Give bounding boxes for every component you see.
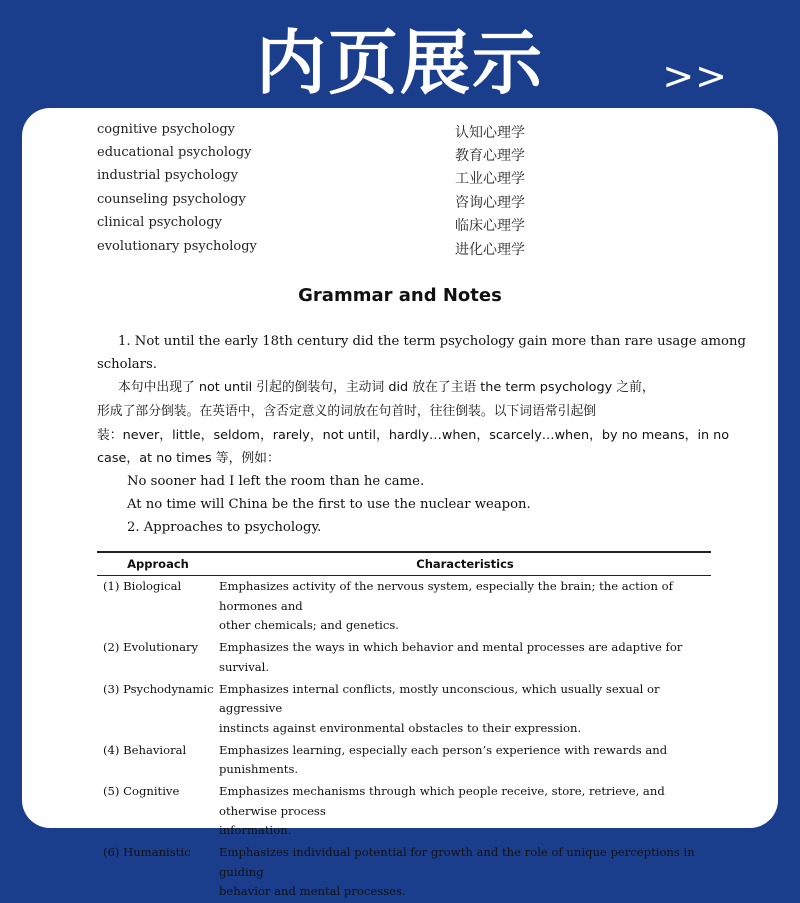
vocab-chinese: 咨询心理学 — [455, 195, 525, 211]
vocab-row — [97, 122, 577, 145]
vocab-english: educational psychology — [97, 145, 252, 160]
vocab-row — [97, 215, 577, 238]
vocab-english: evolutionary psychology — [97, 239, 257, 254]
vocab-english: counseling psychology — [97, 192, 246, 207]
approach-characteristics — [219, 679, 711, 740]
note-1-text: 1. Not until the early 18th century did the term psychology gain more than rare usage among — [118, 334, 746, 349]
table-row — [97, 781, 711, 842]
example-sentence: At no time will China be the first to use the nuclear weapon. — [127, 497, 531, 512]
column-header-characteristics: Characteristics — [219, 552, 711, 576]
vocab-chinese: 临床心理学 — [455, 218, 525, 234]
characteristics-line: instincts against environmental obstacles to their expression. — [219, 720, 582, 735]
explanation-text: 装：never，little，seldom，rarely，not until，hardly…when，scarcely…when，by no means，in no — [97, 428, 730, 443]
vocab-chinese: 进化心理学 — [455, 242, 525, 258]
vocab-english: clinical psychology — [97, 215, 222, 230]
table-header-row — [97, 552, 711, 576]
approach-name: (5) Cognitive — [103, 784, 180, 798]
approach-characteristics — [219, 576, 711, 638]
characteristics-line: Emphasizes the ways in which behavior and mental processes are adaptive for survival. — [219, 640, 683, 674]
characteristics-line: Emphasizes activity of the nervous system, especially the brain; the action of hormones and — [219, 579, 673, 613]
vocab-english: industrial psychology — [97, 168, 239, 183]
approach-characteristics — [219, 740, 711, 782]
table-row — [97, 740, 711, 782]
vocab-row — [97, 239, 577, 262]
table-row — [97, 576, 711, 638]
content-panel — [22, 108, 778, 898]
explanation-text: 本句中出现了 not until 引起的倒装句，主动词 did 放在了主语 the term psychology 之前， — [118, 380, 655, 395]
approach-name: (2) Evolutionary — [103, 640, 199, 654]
approach-name: (6) Humanistic — [103, 845, 191, 859]
characteristics-line: Emphasizes internal conflicts, mostly unconscious, which usually sexual or aggressive — [219, 681, 660, 715]
note-2-text: 2. Approaches to psychology. — [127, 520, 322, 535]
vocab-row — [97, 192, 577, 215]
characteristics-line: Emphasizes mechanisms through which people receive, store, retrieve, and otherwise process — [219, 784, 665, 818]
approach-name: (1) Biological — [103, 579, 182, 593]
approach-name: (3) Psychodynamic — [103, 681, 214, 696]
double-chevron-right-icon: >> — [662, 54, 728, 98]
column-header-approach: Approach — [97, 552, 219, 576]
table-row — [97, 842, 711, 903]
vocab-chinese: 教育心理学 — [455, 148, 525, 164]
note-1-text-cont: scholars. — [97, 357, 157, 372]
vocab-chinese: 工业心理学 — [455, 171, 525, 187]
vocab-english: cognitive psychology — [97, 122, 235, 137]
characteristics-line: Emphasizes individual potential for growth and the role of unique perceptions in guiding — [219, 845, 695, 879]
characteristics-line: information. — [219, 823, 292, 837]
approach-name: (4) Behavioral — [103, 742, 187, 757]
approach-characteristics — [219, 781, 711, 842]
characteristics-line: other chemicals; and genetics. — [219, 618, 399, 632]
characteristics-line: behavior and mental processes. — [219, 884, 406, 898]
explanation-text: case，at no times 等，例如： — [97, 451, 280, 466]
section-heading: Grammar and Notes — [298, 285, 502, 306]
approach-characteristics — [219, 842, 711, 903]
approach-characteristics — [219, 637, 711, 679]
approaches-table — [97, 551, 711, 903]
vocab-row — [97, 145, 577, 168]
vocab-row — [97, 168, 577, 191]
page-title: 内页展示 — [256, 22, 544, 104]
vocab-chinese: 认知心理学 — [455, 125, 525, 141]
explanation-text: 形成了部分倒装。在英语中，含否定意义的词放在句首时，往往倒装。以下词语常引起倒 — [97, 404, 597, 419]
table-row — [97, 637, 711, 679]
table-row — [97, 679, 711, 740]
characteristics-line: Emphasizes learning, especially each person’s experience with rewards and punishments. — [219, 742, 668, 776]
example-sentence: No sooner had I left the room than he came. — [127, 474, 425, 489]
